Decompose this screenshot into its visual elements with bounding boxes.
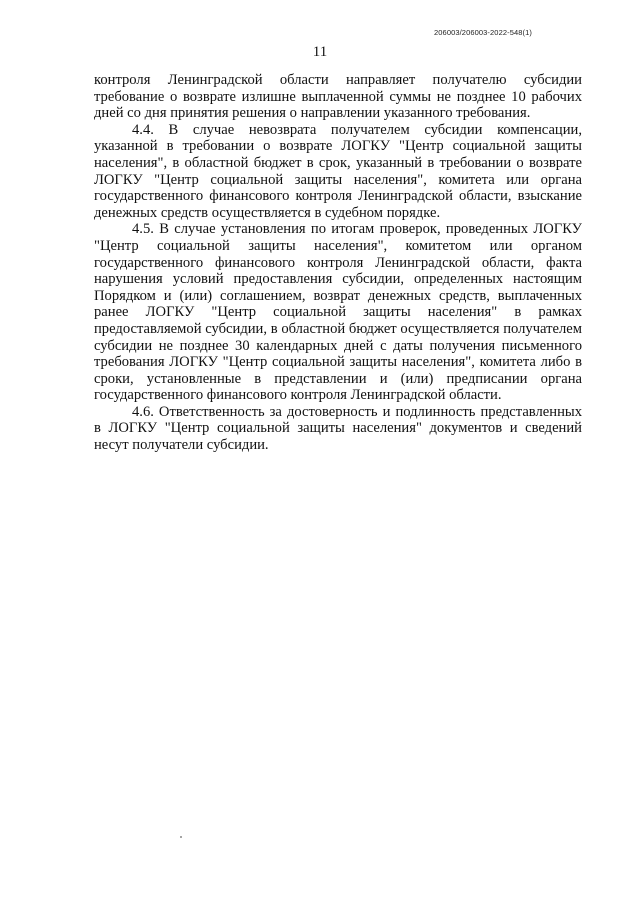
- document-id: 206003/206003-2022-548(1): [434, 28, 532, 37]
- paragraph-4-6: 4.6. Ответственность за достоверность и подлинность представленных в ЛОГКУ "Центр социальной защиты населения" документов и сведений несут получатели субсидии.: [94, 403, 582, 454]
- paragraph-4-4: 4.4. В случае невозврата получателем субсидии компенсации, указанной в требовании о возврате ЛОГКУ "Центр социальной защиты населения", в областной бюджет в срок, указанный в требовании о возврате ЛОГКУ "Центр социальной защиты населения", комитета или органа государственного финансового контроля Ленинградской области, взыскание денежных средств осуществляется в судебном порядке.: [94, 121, 582, 221]
- page-number: 11: [312, 44, 328, 60]
- paragraph-4-5: 4.5. В случае установления по итогам проверок, проведенных ЛОГКУ "Центр социальной защиты населения", комитетом или органом государственного финансового контроля Ленинградской области, факта нарушения условий предоставления субсидии, определенных настоящим Порядком и (или) соглашением, возврат денежных средств, выплаченных ранее ЛОГКУ "Центр социальной защиты населения" в рамках предоставляемой субсидии, в областной бюджет осуществляется получателем субсидии не позднее 30 календарных дней с даты получения письменного требования ЛОГКУ "Центр социальной защиты населения", комитета либо в сроки, установленные в представлении и (или) предписании органа государственного финансового контроля Ленинградской области.: [94, 221, 582, 404]
- document-body: [94, 72, 582, 454]
- paragraph-continuation: контроля Ленинградской области направляет получателю субсидии требование о возврате излишне выплаченной суммы не позднее 10 рабочих дней со дня принятия решения о направлении указанного требования.: [94, 72, 582, 122]
- scan-speck: [180, 836, 182, 838]
